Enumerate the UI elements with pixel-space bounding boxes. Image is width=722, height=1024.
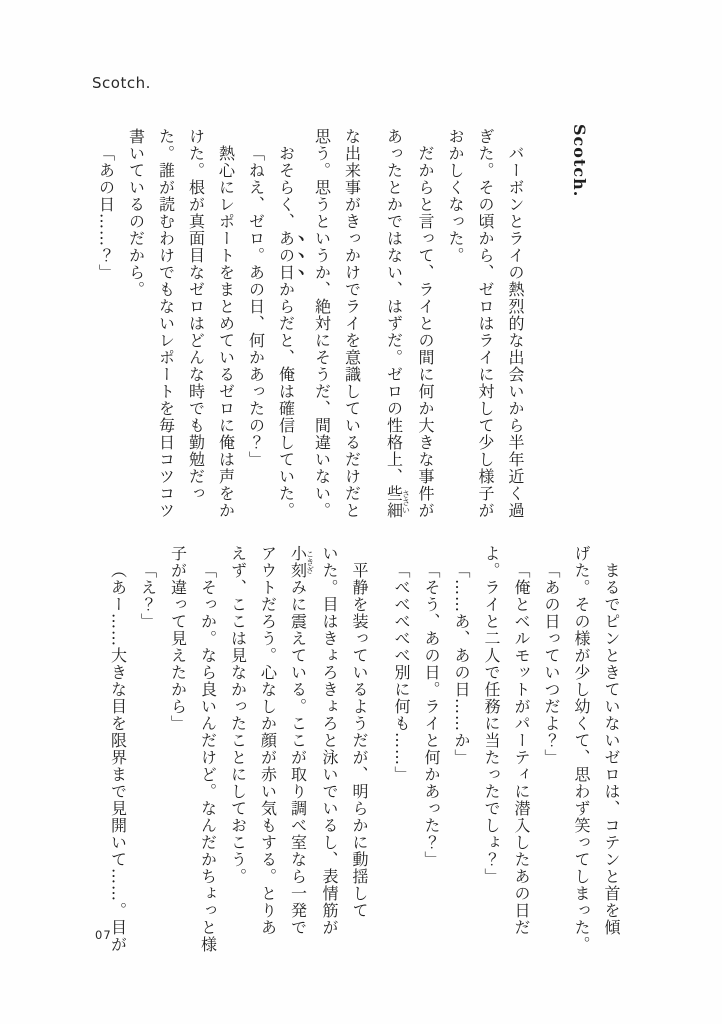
text-line [181, 128, 211, 526]
text-line [91, 128, 121, 526]
text-segment: あったとかではない、はずだ。ゼロの性格上、 [384, 128, 404, 485]
text-segment: 子が違って見えたから」 [168, 545, 188, 732]
text-line [379, 128, 411, 526]
text-line [133, 545, 163, 957]
text-line [151, 128, 181, 526]
text-segment: 「ねえ、ゼロ。あの日、何かあったの？」 [246, 145, 266, 468]
page-title: Scotch. [92, 74, 151, 92]
text-segment: けた。根が真面目なゼロはどんな時でも勤勉だっ [186, 128, 206, 502]
text-segment: アウトだろう。心なしか顔が赤い気もする。とりあ [258, 545, 278, 936]
text-line [500, 128, 530, 526]
text-segment: 熱心にレポートをまとめているゼロに俺は声をか [216, 145, 236, 519]
text-line [223, 545, 253, 957]
text-segment: 思う。思うというか、絶対にそうだ、間違いない。 [312, 128, 332, 519]
text-line [241, 128, 271, 526]
text-line [253, 545, 283, 957]
text-line [271, 128, 307, 526]
text-segment: バーボンとライの熱烈的な出会いから半年近く過 [506, 145, 525, 519]
text-line [440, 128, 470, 526]
text-segment: 「あの日っていつだよ？」 [542, 562, 561, 766]
text-line [470, 128, 500, 526]
text-line [566, 545, 596, 957]
ruby-annotated-text: 些細ささい [384, 485, 411, 519]
text-segment: まるでピンときていないゼロは、コテンと首を傾 [602, 562, 621, 936]
text-line [596, 545, 626, 957]
text-line [337, 128, 367, 526]
text-line [103, 545, 133, 957]
text-segment: 「俺とベルモットがパーティに潜入したあの日だ [512, 562, 531, 936]
text-line [410, 128, 440, 526]
text-segment: た。誰が読むわけでもないレポートを毎日コツコツ [156, 128, 176, 519]
text-segment: からだと、俺は確信していた。 [276, 281, 296, 519]
text-segment: 「べべべべべ別に何も……」 [392, 562, 411, 783]
emphasized-text: あの日 [276, 230, 296, 281]
text-segment: 「そう、あの日。ライと何かあった？」 [422, 562, 441, 868]
text-segment: 書いているのだから。 [126, 128, 146, 298]
text-line [121, 128, 151, 526]
text-line [314, 545, 344, 957]
text-segment: えず、ここは見なかったことにしておこう。 [228, 545, 248, 885]
text-line [386, 545, 416, 957]
text-line [476, 545, 506, 957]
text-line [307, 128, 337, 526]
text-segment: みに震えている。ここが取り調べ室なら一発で [288, 579, 308, 936]
text-line [506, 545, 536, 957]
text-segment: よ。ライと二人で任務に当たったでしょ？」 [482, 545, 501, 885]
text-block-upper [91, 128, 531, 526]
text-segment: おかしくなった。 [446, 128, 465, 264]
text-line [283, 545, 315, 957]
section-title-vertical: Scotch. [570, 124, 589, 198]
text-segment: 「……あ、あの日……か」 [452, 562, 471, 766]
text-segment: だからと言って、ライとの間に何か大きな事件が [416, 145, 435, 519]
text-block-lower [103, 545, 627, 957]
text-segment: 「あの日……？」 [96, 145, 116, 281]
text-line [536, 545, 566, 957]
text-line [446, 545, 476, 957]
text-segment: いた。目はきょろきょろと泳いでいるし、表情筋が [320, 545, 339, 936]
text-line [211, 128, 241, 526]
ruby-annotated-text: 小刻こきざ [288, 545, 315, 579]
text-segment: 「え？」 [138, 562, 158, 630]
text-segment: げた。その様が少し幼くて、思わず笑ってしまった。 [572, 545, 591, 953]
text-segment: ぎた。その頃から、ゼロはライに対して少し様子が [476, 128, 495, 519]
text-line [163, 545, 193, 957]
text-line [416, 545, 446, 957]
text-segment: 平静を装っているようだが、明らかに動揺して [350, 562, 369, 919]
text-segment: （あー……大きな目を限界まで見開いて……。目が [108, 562, 128, 953]
text-segment: な出来事がきっかけでライを意識しているだけだと [342, 128, 362, 519]
page-number: 07 [95, 928, 112, 942]
text-segment: 「そっか。なら良いんだけど。なんだかちょっと様 [198, 562, 218, 953]
text-line [344, 545, 374, 957]
text-segment: おそらく、 [276, 145, 296, 230]
text-line [193, 545, 223, 957]
